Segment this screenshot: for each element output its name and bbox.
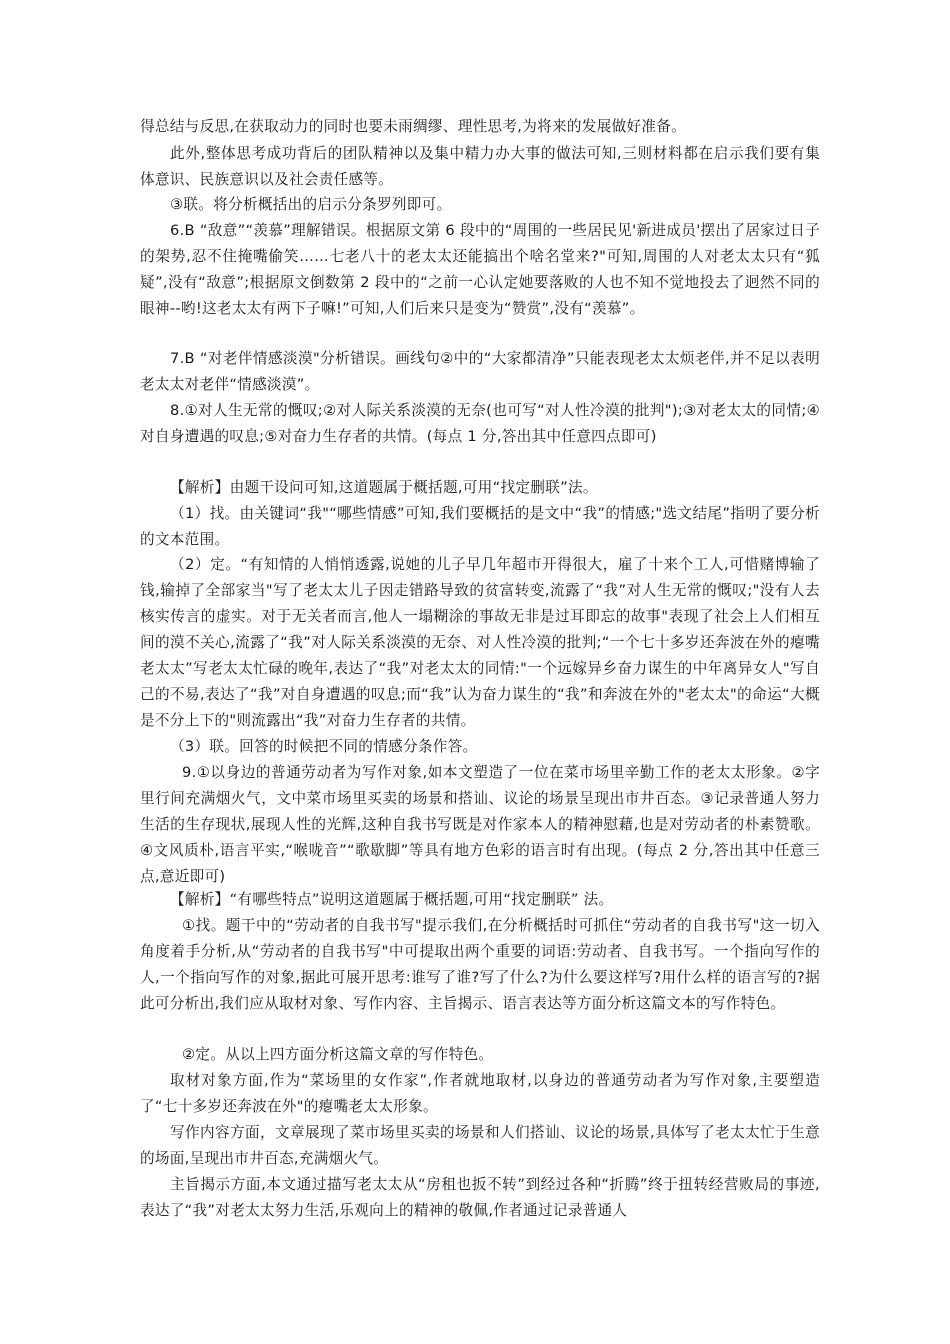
analysis-8: 【解析】由题干设问可知,这道题属于概括题,可用“找定删联”法。	[170, 479, 598, 496]
answer-9: 9.①以身边的普通劳动者为写作对象,如本文塑造了一位在菜市场里辛勤工作的老太太形象。②字里行间充满烟火气，文中菜市场里买卖的场景和搭讪、议论的场景呈现出市井百态。③记录普通人努力生活的生存现状,展现人性的光辉,这种自我书写既是对作家本人的精神慰藉,也是对劳动者的朴素赞歌。④文风质朴,语言平实,“喉咙音”“歌歇脚”等具有地方色彩的语言时有出现。(每点 2 分,答出其中任意三点,意近即可)	[140, 764, 820, 885]
analysis-8-step-1: （1）找。由关键词“我"“哪些情感”可知,我们要概括的是文中“我”的情感;"选文结尾”指明了要分析的文本范围。	[140, 505, 820, 548]
analysis-8-step-3: （3）联。回答的时候把不同的情感分条作答。	[170, 738, 478, 755]
analysis-9-step-1: ①找。题干中的“劳动者的自我书写"提示我们,在分析概括时可抓住“劳动者的自我书写"这一切入角度着手分析,从“劳动者的自我书写"中可提取出两个重要的词语:劳动者、自我书写。一个指向写作的人,一个指向写作的对象,据此可展开思考:谁写了谁?写了什么?为什么要这样写?用什么样的语言写的?据此可分析出,我们应从取材对象、写作内容、主旨揭示、语言表达等方面分析这篇文本的写作特色。	[140, 917, 820, 1012]
analysis-9: 【解析】“有哪些特点”说明这道题属于概括题,可用“找定删联” 法。	[170, 891, 614, 908]
analysis-9-material: 取材对象方面,作为“菜场里的女作家”,作者就地取材,以身边的普通劳动者为写作对象,主要塑造了“七十多岁还奔波在外"的瘪嘴老太太形象。	[140, 1072, 820, 1115]
paragraph-1: 得总结与反思,在获取动力的同时也要未雨绸缪、理性思考,为将来的发展做好准备。	[140, 118, 687, 135]
analysis-9-content: 写作内容方面，文章展现了菜市场里买卖的场景和人们搭讪、议论的场景,具体写了老太太忙于生意的场面,呈现出市井百态,充满烟火气。	[140, 1124, 820, 1167]
paragraph-3: ③联。将分析概括出的启示分条罗列即可。	[170, 196, 452, 213]
analysis-9-step-2: ②定。从以上四方面分析这篇文章的写作特色。	[182, 1046, 494, 1063]
answer-8: 8.①对人生无常的慨叹;②对人际关系淡漠的无奈(也可写“对人性冷漠的批判");③对老太太的同情;④对自身遭遇的叹息;⑤对奋力生存者的共情。(每点 1 分,答出其中任意四点即可)	[140, 402, 820, 445]
answer-6: 6.B “敌意”“羡慕”理解错误。根据原文第 6 段中的“周围的一些居民见'新进成员'摆出了居家过日子的架势,忍不住掩嘴偷笑……七老八十的老太太还能搞出个啥名堂来?"可知,周围的人对老太太只有“狐疑”,没有“敌意”;根据原文倒数第 2 段中的“之前一心认定她要落败的人也不知不觉地投去了迥然不同的眼神--哟!这老太太有两下子嘛!”可知,人们后来只是变为“赞赏”,没有“羡慕”。	[140, 222, 820, 317]
paragraph-2: 此外,整体思考成功背后的团队精神以及集中精力办大事的做法可知,三则材料都在启示我们要有集体意识、民族意识以及社会责任感等。	[140, 145, 820, 188]
analysis-8-step-2: （2）定。“有知情的人悄悄透露,说她的儿子早几年超市开得很大，雇了十来个工人,可惜赌博输了钱,输掉了全部家当"写了老太太儿子因走错路导致的贫富转变,流露了“我”对人生无常的慨叹;"没有人去核实传言的虚实。对于无关者而言,他人一塌糊涂的事故无非是过耳即忘的故事"表现了社会上人们相互间的漠不关心,流露了“我”对人际关系淡漠的无奈、对人性冷漠的批判;“一个七十多岁还奔波在外的瘪嘴老太太”写老太太忙碌的晚年,表达了“我”对老太太的同情:"一个远嫁异乡奋力谋生的中年离异女人"写自己的不易,表达了“我”对自身遭遇的叹息;而“我”认为奋力谋生的“我”和奔波在外的"老太太"的命运“大概是不分上下的"则流露出“我”对奋力生存者的共情。	[140, 556, 820, 729]
answer-7: 7.B “对老伴情感淡漠"分析错误。画线句②中的“大家都清净”只能表现老太太烦老伴,并不足以表明老太太对老伴“情感淡漠”。	[140, 350, 820, 393]
analysis-9-theme: 主旨揭示方面,本文通过描写老太太从“房租也扳不转”到经过各种“折腾”终于扭转经营败局的事迹,表达了“我”对老太太努力生活,乐观向上的精神的敬佩,作者通过记录普通人	[140, 1176, 820, 1219]
